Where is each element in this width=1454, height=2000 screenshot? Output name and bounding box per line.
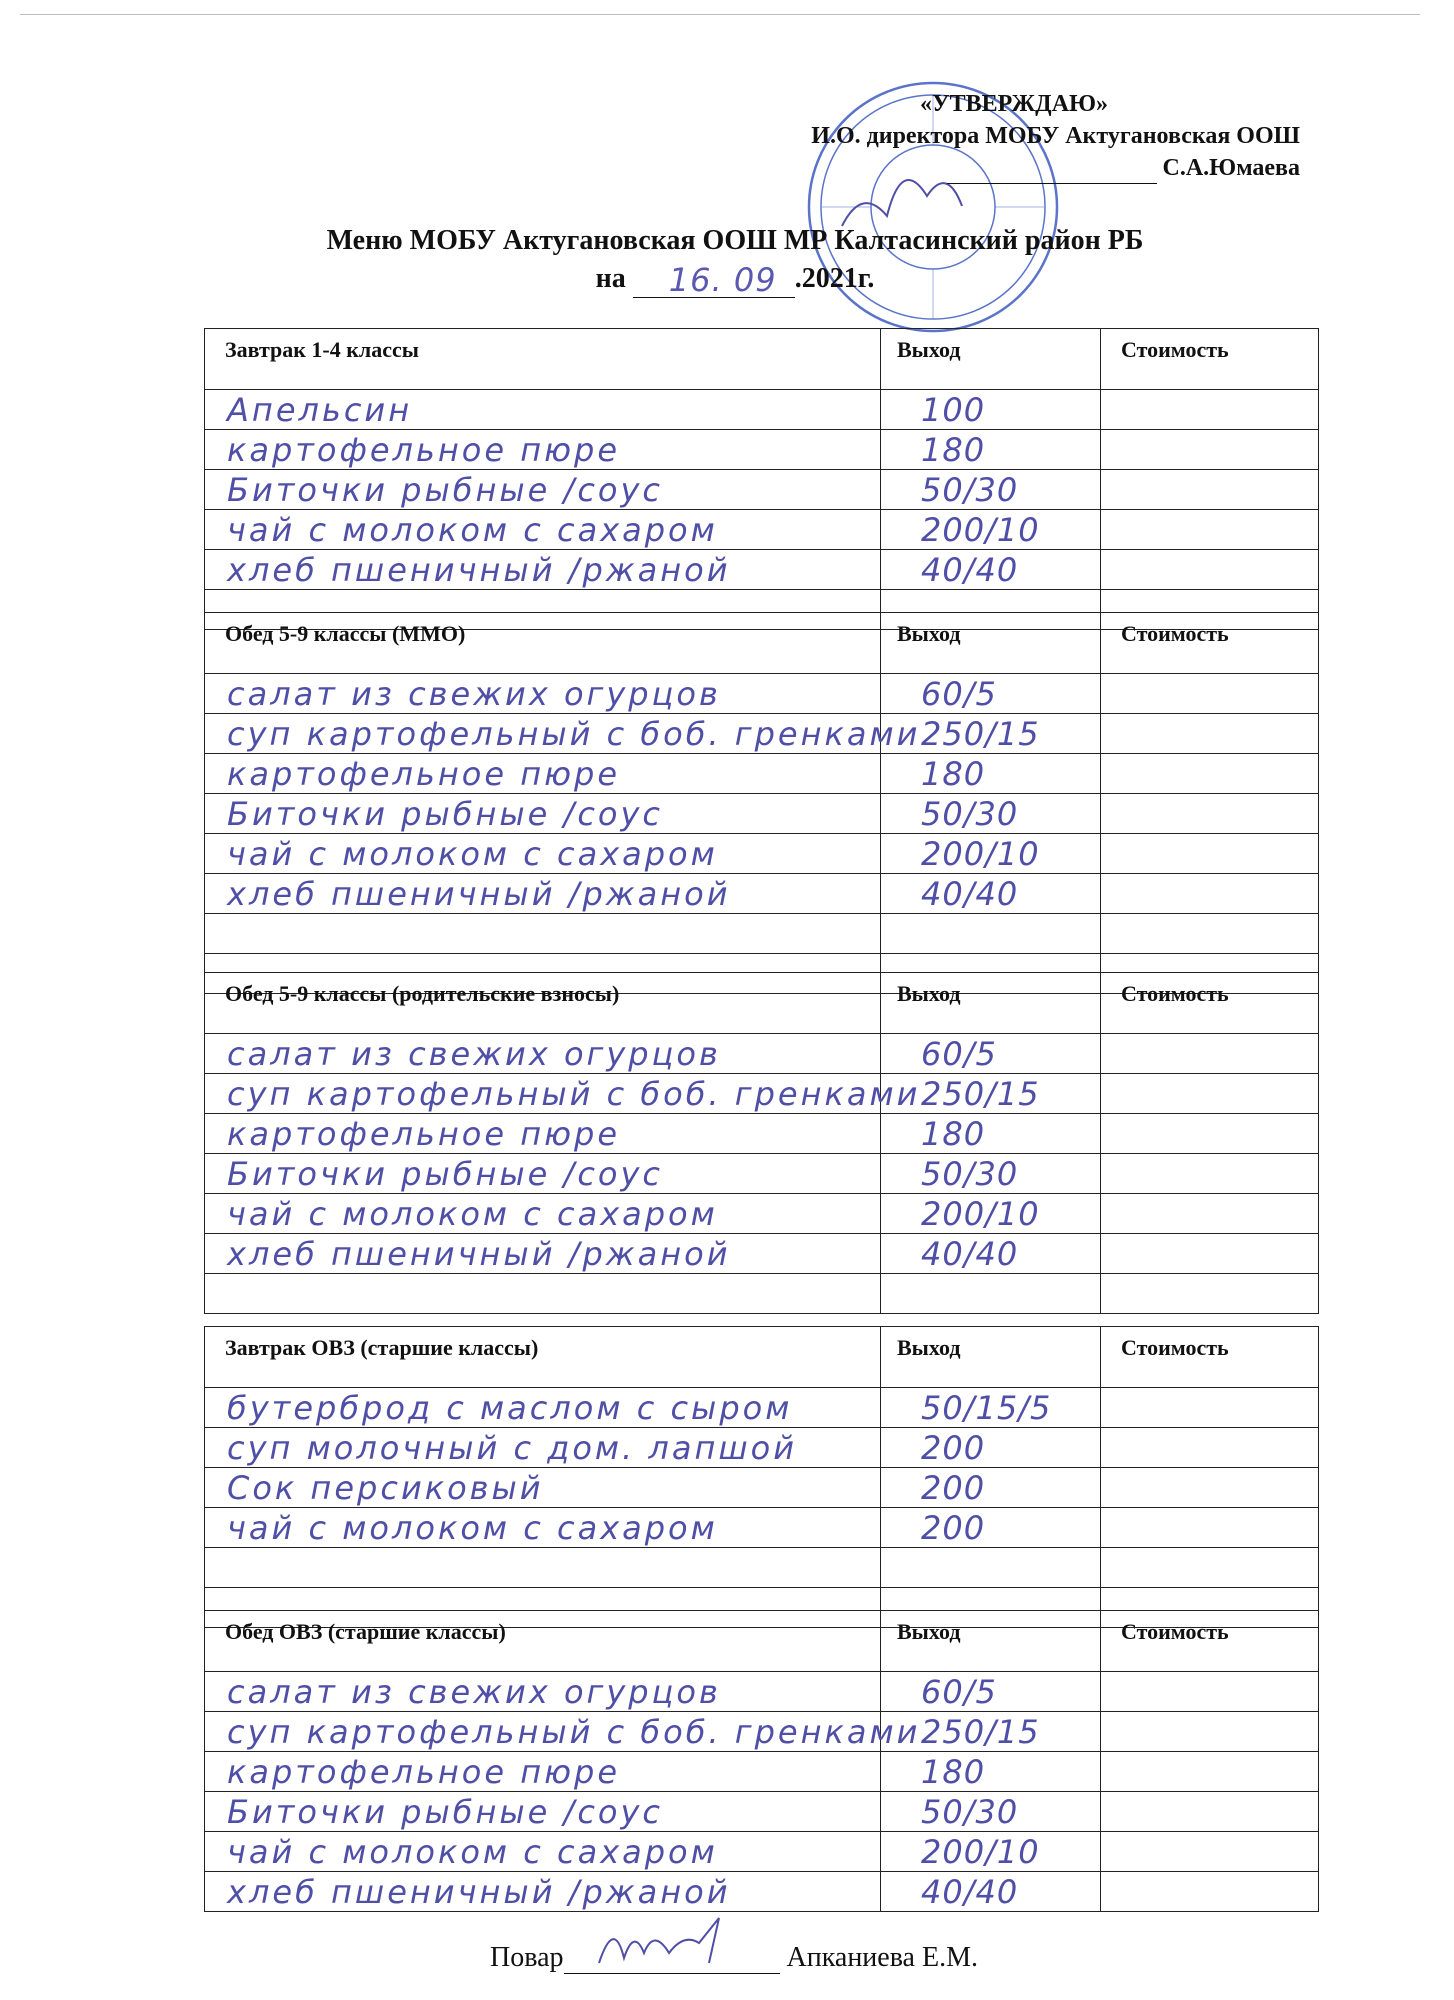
dish-cell: чай с молоком с сахаром xyxy=(205,1194,881,1234)
date-field xyxy=(633,261,795,299)
cost-cell xyxy=(1101,1388,1319,1428)
dish-cell: картофельное пюре xyxy=(205,1752,881,1792)
output-cell: 180 xyxy=(881,430,1101,470)
menu-row xyxy=(205,1832,1319,1872)
dish-cell xyxy=(205,1548,881,1588)
output-cell: 200/10 xyxy=(881,1194,1101,1234)
output-column-header: Выход xyxy=(881,973,1101,1034)
output-cell: 60/5 xyxy=(881,1672,1101,1712)
dish-cell: чай с молоком с сахаром xyxy=(205,1832,881,1872)
output-cell: 50/30 xyxy=(881,470,1101,510)
output-cell: 200 xyxy=(881,1428,1101,1468)
cost-cell xyxy=(1101,874,1319,914)
output-column-header: Выход xyxy=(881,1611,1101,1672)
section-header-row xyxy=(205,1611,1319,1672)
cost-cell xyxy=(1101,1274,1319,1314)
cost-cell xyxy=(1101,1468,1319,1508)
menu-row xyxy=(205,874,1319,914)
output-cell: 100 xyxy=(881,390,1101,430)
cost-cell xyxy=(1101,1154,1319,1194)
section-title: Завтрак 1-4 классы xyxy=(205,329,881,390)
output-column-header: Выход xyxy=(881,329,1101,390)
dish-cell: картофельное пюре xyxy=(205,754,881,794)
menu-row xyxy=(205,470,1319,510)
output-column-header: Выход xyxy=(881,613,1101,674)
dish-cell: салат из свежих огурцов xyxy=(205,1034,881,1074)
dish-cell: хлеб пшеничный /ржаной xyxy=(205,1234,881,1274)
menu-row xyxy=(205,914,1319,954)
output-cell: 250/15 xyxy=(881,714,1101,754)
menu-row xyxy=(205,1274,1319,1314)
menu-row xyxy=(205,1074,1319,1114)
menu-row xyxy=(205,1154,1319,1194)
dish-cell: хлеб пшеничный /ржаной xyxy=(205,1872,881,1912)
output-cell: 40/40 xyxy=(881,1234,1101,1274)
menu-row xyxy=(205,1234,1319,1274)
cook-signature-scribble xyxy=(594,1913,754,1973)
cost-cell xyxy=(1101,1712,1319,1752)
menu-row xyxy=(205,714,1319,754)
cost-cell xyxy=(1101,1194,1319,1234)
section-header-row xyxy=(205,613,1319,674)
menu-row xyxy=(205,1712,1319,1752)
dish-cell: Биточки рыбные /соус xyxy=(205,1154,881,1194)
cost-column-header: Стоимость xyxy=(1101,329,1319,390)
section-title: Обед 5-9 классы (ММО) xyxy=(205,613,881,674)
menu-row xyxy=(205,1672,1319,1712)
date-suffix: .2021г. xyxy=(794,263,875,294)
cost-column-header: Стоимость xyxy=(1101,973,1319,1034)
cost-cell xyxy=(1101,1034,1319,1074)
menu-row xyxy=(205,674,1319,714)
date-prefix: на xyxy=(595,263,626,294)
dish-cell: суп картофельный с боб. гренками xyxy=(205,1712,881,1752)
approval-block xyxy=(560,88,1300,184)
output-cell: 250/15 xyxy=(881,1074,1101,1114)
dish-cell: суп молочный с дом. лапшой xyxy=(205,1428,881,1468)
menu-section-table xyxy=(204,328,1319,630)
output-cell xyxy=(881,1548,1101,1588)
dish-cell: суп картофельный с боб. гренками xyxy=(205,1074,881,1114)
output-cell: 40/40 xyxy=(881,874,1101,914)
cost-cell xyxy=(1101,470,1319,510)
cost-cell xyxy=(1101,834,1319,874)
dish-cell: суп картофельный с боб. гренками xyxy=(205,714,881,754)
dish-cell: Апельсин xyxy=(205,390,881,430)
output-cell: 180 xyxy=(881,1752,1101,1792)
page-title xyxy=(200,222,1270,298)
section-title: Обед 5-9 классы (родительские взносы) xyxy=(205,973,881,1034)
dish-cell xyxy=(205,1274,881,1314)
menu-row xyxy=(205,1114,1319,1154)
cost-cell xyxy=(1101,550,1319,590)
section-header-row xyxy=(205,973,1319,1034)
menu-row xyxy=(205,390,1319,430)
section-title: Завтрак ОВЗ (старшие классы) xyxy=(205,1327,881,1388)
cost-cell xyxy=(1101,1428,1319,1468)
output-cell: 180 xyxy=(881,754,1101,794)
output-cell: 50/30 xyxy=(881,1154,1101,1194)
cost-column-header: Стоимость xyxy=(1101,613,1319,674)
dish-cell: салат из свежих огурцов xyxy=(205,674,881,714)
signature-blank xyxy=(947,155,1157,184)
cook-name: Апканиева Е.М. xyxy=(786,1942,978,1973)
output-cell: 200/10 xyxy=(881,510,1101,550)
output-cell: 250/15 xyxy=(881,1712,1101,1752)
cost-cell xyxy=(1101,390,1319,430)
cost-cell xyxy=(1101,430,1319,470)
menu-date xyxy=(200,260,1270,298)
cost-column-header: Стоимость xyxy=(1101,1327,1319,1388)
cost-cell xyxy=(1101,1752,1319,1792)
output-cell: 200 xyxy=(881,1508,1101,1548)
output-cell: 50/30 xyxy=(881,1792,1101,1832)
cook-label: Повар xyxy=(490,1942,564,1973)
menu-section-table xyxy=(204,972,1319,1314)
cost-cell xyxy=(1101,674,1319,714)
cost-cell xyxy=(1101,1792,1319,1832)
cost-cell xyxy=(1101,1508,1319,1548)
dish-cell: хлеб пшеничный /ржаной xyxy=(205,550,881,590)
cost-cell xyxy=(1101,754,1319,794)
dish-cell: бутерброд с маслом с сыром xyxy=(205,1388,881,1428)
menu-section-table xyxy=(204,1326,1319,1628)
output-cell: 60/5 xyxy=(881,674,1101,714)
cost-cell xyxy=(1101,794,1319,834)
approval-title: «УТВЕРЖДАЮ» xyxy=(920,91,1109,117)
output-cell: 200 xyxy=(881,1468,1101,1508)
cost-cell xyxy=(1101,1114,1319,1154)
menu-row xyxy=(205,1508,1319,1548)
section-header-row xyxy=(205,1327,1319,1388)
cost-cell xyxy=(1101,1548,1319,1588)
dish-cell: чай с молоком с сахаром xyxy=(205,510,881,550)
cook-signature xyxy=(490,1942,978,1974)
output-cell xyxy=(881,914,1101,954)
output-cell: 200/10 xyxy=(881,834,1101,874)
cook-signature-line xyxy=(564,1943,780,1974)
date-handwritten: 16. 09 xyxy=(668,261,777,299)
dish-cell: чай с молоком с сахаром xyxy=(205,834,881,874)
dish-cell: Биточки рыбные /соус xyxy=(205,794,881,834)
section-title: Обед ОВЗ (старшие классы) xyxy=(205,1611,881,1672)
dish-cell: картофельное пюре xyxy=(205,1114,881,1154)
menu-row xyxy=(205,1872,1319,1912)
cost-column-header: Стоимость xyxy=(1101,1611,1319,1672)
cost-cell xyxy=(1101,510,1319,550)
dish-cell: чай с молоком с сахаром xyxy=(205,1508,881,1548)
menu-row xyxy=(205,510,1319,550)
dish-cell xyxy=(205,914,881,954)
output-cell: 40/40 xyxy=(881,1872,1101,1912)
page-top-border xyxy=(20,14,1420,15)
menu-row xyxy=(205,550,1319,590)
cost-cell xyxy=(1101,1234,1319,1274)
output-cell xyxy=(881,1274,1101,1314)
output-cell: 60/5 xyxy=(881,1034,1101,1074)
section-header-row xyxy=(205,329,1319,390)
menu-row xyxy=(205,430,1319,470)
menu-row xyxy=(205,1752,1319,1792)
menu-row xyxy=(205,754,1319,794)
menu-section-table xyxy=(204,612,1319,994)
output-cell: 40/40 xyxy=(881,550,1101,590)
dish-cell: хлеб пшеничный /ржаной xyxy=(205,874,881,914)
menu-row xyxy=(205,834,1319,874)
output-cell: 50/15/5 xyxy=(881,1388,1101,1428)
approval-name: С.А.Юмаева xyxy=(1162,155,1300,181)
menu-row xyxy=(205,1034,1319,1074)
output-cell: 200/10 xyxy=(881,1832,1101,1872)
dish-cell: Сок персиковый xyxy=(205,1468,881,1508)
dish-cell: Биточки рыбные /соус xyxy=(205,1792,881,1832)
dish-cell: Биточки рыбные /соус xyxy=(205,470,881,510)
menu-row xyxy=(205,1548,1319,1588)
dish-cell: салат из свежих огурцов xyxy=(205,1672,881,1712)
menu-row xyxy=(205,1468,1319,1508)
cost-cell xyxy=(1101,1074,1319,1114)
menu-row xyxy=(205,1428,1319,1468)
cost-cell xyxy=(1101,1672,1319,1712)
approval-signature-line xyxy=(560,152,1300,184)
menu-section-table xyxy=(204,1610,1319,1912)
cost-cell xyxy=(1101,914,1319,954)
dish-cell: картофельное пюре xyxy=(205,430,881,470)
output-cell: 180 xyxy=(881,1114,1101,1154)
menu-row xyxy=(205,1792,1319,1832)
output-cell: 50/30 xyxy=(881,794,1101,834)
cost-cell xyxy=(1101,714,1319,754)
output-column-header: Выход xyxy=(881,1327,1101,1388)
cost-cell xyxy=(1101,1832,1319,1872)
menu-title: Меню МОБУ Актугановская ООШ МР Калтасинский район РБ xyxy=(326,225,1144,256)
menu-row xyxy=(205,1388,1319,1428)
menu-row xyxy=(205,1194,1319,1234)
cost-cell xyxy=(1101,1872,1319,1912)
menu-row xyxy=(205,794,1319,834)
approval-role: И.О. директора МОБУ Актугановская ООШ xyxy=(811,123,1300,149)
